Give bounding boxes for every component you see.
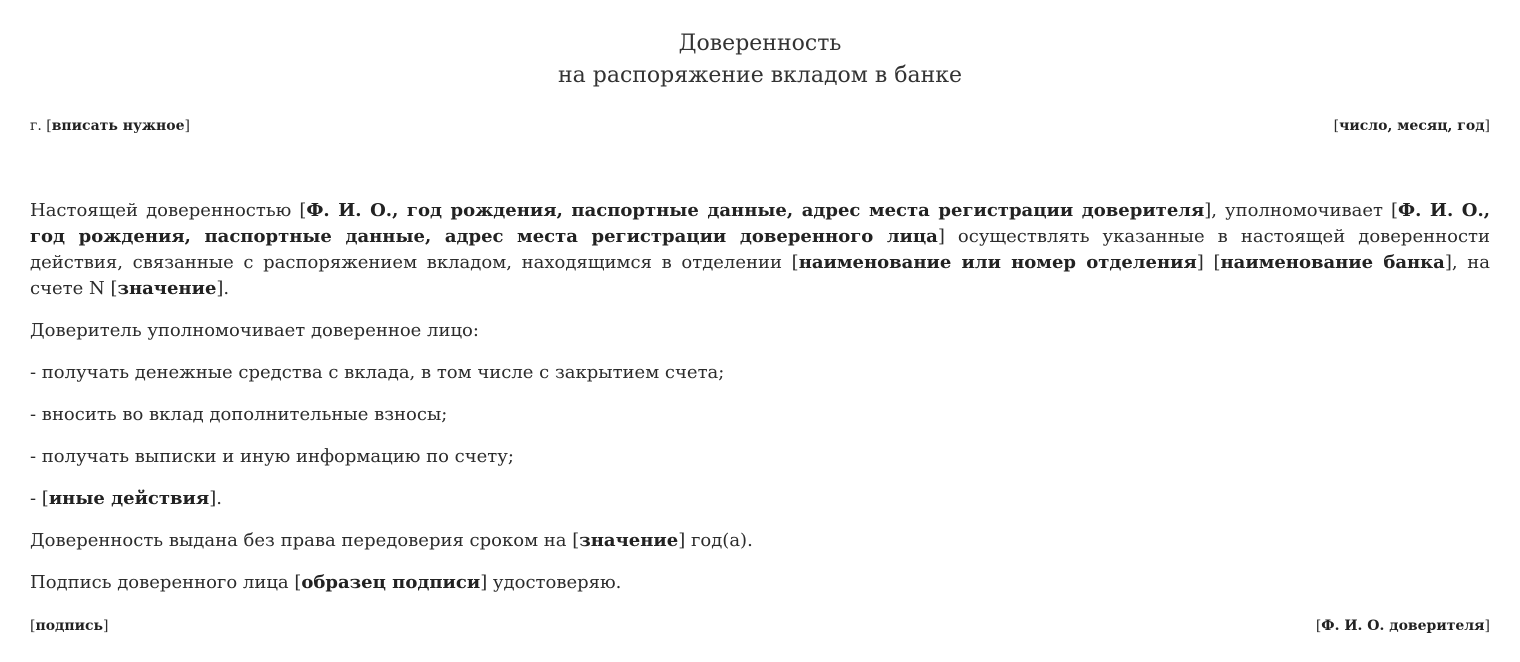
document-subtitle: на распоряжение вкладом в банке bbox=[557, 63, 963, 88]
term-value-field: значение bbox=[579, 530, 679, 551]
power-item: - получать денежные средства с вклада, в том числе с закрытием счета; bbox=[30, 362, 725, 383]
sign-prefix: [ bbox=[30, 618, 36, 634]
other-power-item bbox=[30, 486, 1490, 512]
date-field: число, месяц, год bbox=[1339, 118, 1485, 134]
name-prefix: [ bbox=[1315, 618, 1322, 634]
document-body bbox=[30, 198, 1490, 596]
intro-text-6: ]. bbox=[216, 278, 230, 299]
place-date-row bbox=[30, 116, 1490, 136]
signature-line-suffix: ] удостоверяю. bbox=[480, 572, 622, 593]
principal-name-field: Ф. И. О. доверителя bbox=[1321, 618, 1485, 634]
power-item: - вносить во вклад дополнительные взносы; bbox=[30, 404, 448, 425]
signature-field: подпись bbox=[35, 618, 104, 634]
intro-text-1: Настоящей доверенностью [ bbox=[30, 200, 307, 221]
city-prefix: г. [ bbox=[30, 118, 52, 134]
document-title: Доверенность bbox=[678, 31, 842, 56]
other-actions-field: иные действия bbox=[48, 488, 210, 509]
date-prefix: [ bbox=[1333, 118, 1340, 134]
power-item: - получать выписки и иную информацию по счету; bbox=[30, 446, 514, 467]
name-suffix: ] bbox=[1484, 618, 1490, 634]
intro-paragraph bbox=[30, 198, 1490, 302]
intro-text-2: ], уполномочивает [ bbox=[1204, 200, 1399, 221]
signature-line-prefix: Подпись доверенного лица [ bbox=[30, 572, 302, 593]
city-placeholder bbox=[30, 116, 190, 136]
principal-name-placeholder bbox=[1316, 616, 1490, 636]
city-field: вписать нужное bbox=[51, 118, 185, 134]
date-suffix: ] bbox=[1484, 118, 1490, 134]
city-suffix: ] bbox=[184, 118, 191, 134]
signature-row bbox=[30, 616, 1490, 636]
signature-placeholder bbox=[30, 616, 109, 636]
term-paragraph bbox=[30, 528, 1490, 554]
term-prefix: Доверенность выдана без права передоверия сроком на [ bbox=[30, 530, 580, 551]
intro-text-4: ] [ bbox=[1196, 252, 1221, 273]
intro-text-3: ] осуществлять указанные в настоящей доверенности действия, связанные с распоряжением вкладом, находящимся в отделении [ bbox=[30, 226, 1490, 273]
other-power-suffix: ]. bbox=[209, 488, 222, 509]
agent-details-field: Ф. И. О., год рождения, паспортные данные, адрес места регистрации доверенного лица bbox=[30, 200, 1490, 247]
intro-text-5: ], на счете N [ bbox=[30, 252, 1490, 299]
term-suffix: ] год(а). bbox=[678, 530, 753, 551]
sign-suffix: ] bbox=[103, 618, 109, 634]
signature-certify-paragraph bbox=[30, 570, 1490, 596]
bank-name-field: наименование банка bbox=[1220, 252, 1445, 273]
other-power-prefix: - [ bbox=[30, 488, 49, 509]
account-number-field: значение bbox=[117, 278, 217, 299]
powers-intro: Доверитель уполномочивает доверенное лицо: bbox=[30, 320, 479, 341]
branch-field: наименование или номер отделения bbox=[798, 252, 1197, 273]
date-placeholder bbox=[1334, 116, 1490, 136]
signature-sample-field: образец подписи bbox=[301, 572, 481, 593]
principal-details-field: Ф. И. О., год рождения, паспортные данные, адрес места регистрации доверителя bbox=[306, 200, 1205, 221]
document-title-block bbox=[30, 0, 1490, 92]
